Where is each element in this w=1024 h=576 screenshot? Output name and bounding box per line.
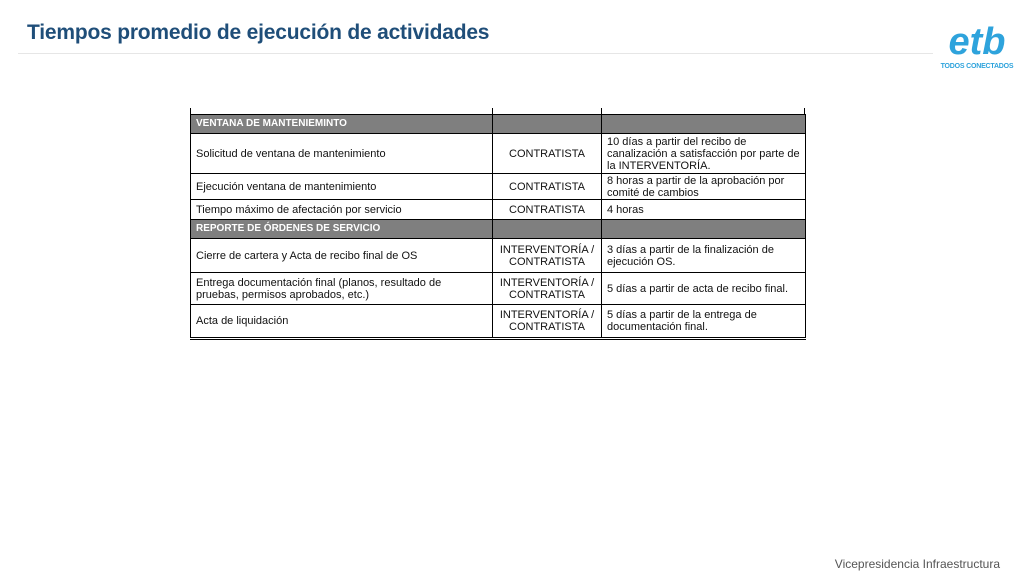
time-cell: 8 horas a partir de la aprobación por comité de cambios xyxy=(602,174,806,200)
activity-times-table xyxy=(190,114,806,340)
etb-logo-wordmark: etb xyxy=(948,21,1006,62)
time-cell: 4 horas xyxy=(602,200,806,220)
table-row xyxy=(191,239,806,273)
time-cell: 5 días a partir de acta de recibo final. xyxy=(602,273,806,305)
time-cell: 3 días a partir de la finalización de ejecución OS. xyxy=(602,239,806,273)
activity-cell: Entrega documentación final (planos, resultado de pruebas, permisos aprobados, etc.) xyxy=(191,273,493,305)
footer-text: Vicepresidencia Infraestructura xyxy=(834,557,1000,571)
etb-logo-mark xyxy=(940,18,1014,62)
title-divider xyxy=(18,53,933,54)
activity-cell: Tiempo máximo de afectación por servicio xyxy=(191,200,493,220)
time-cell: 5 días a partir de la entrega de documentación final. xyxy=(602,305,806,339)
section-heading: VENTANA DE MANTENIEMINTO xyxy=(191,115,493,134)
time-cell: 10 días a partir del recibo de canalización a satisfacción por parte de la INTERVENTORÍA. xyxy=(602,134,806,174)
activity-cell: Cierre de cartera y Acta de recibo final de OS xyxy=(191,239,493,273)
section-header-row xyxy=(191,115,806,134)
responsible-cell: CONTRATISTA xyxy=(493,200,602,220)
activity-cell: Solicitud de ventana de mantenimiento xyxy=(191,134,493,174)
table-row xyxy=(191,200,806,220)
responsible-cell: CONTRATISTA xyxy=(493,174,602,200)
table-row xyxy=(191,174,806,200)
section-heading: REPORTE DE ÓRDENES DE SERVICIO xyxy=(191,220,493,239)
responsible-cell: INTERVENTORÍA / CONTRATISTA xyxy=(493,273,602,305)
table-row xyxy=(191,273,806,305)
responsible-cell: INTERVENTORÍA / CONTRATISTA xyxy=(493,305,602,339)
table-row xyxy=(191,134,806,174)
logo-tagline: TODOS CONECTADOS xyxy=(940,63,1014,70)
table-row xyxy=(191,305,806,339)
page-title: Tiempos promedio de ejecución de actividades xyxy=(27,21,490,44)
activity-cell: Ejecución ventana de mantenimiento xyxy=(191,174,493,200)
responsible-cell: INTERVENTORÍA / CONTRATISTA xyxy=(493,239,602,273)
activity-cell: Acta de liquidación xyxy=(191,305,493,339)
responsible-cell: CONTRATISTA xyxy=(493,134,602,174)
etb-logo xyxy=(940,18,1014,74)
section-header-row xyxy=(191,220,806,239)
